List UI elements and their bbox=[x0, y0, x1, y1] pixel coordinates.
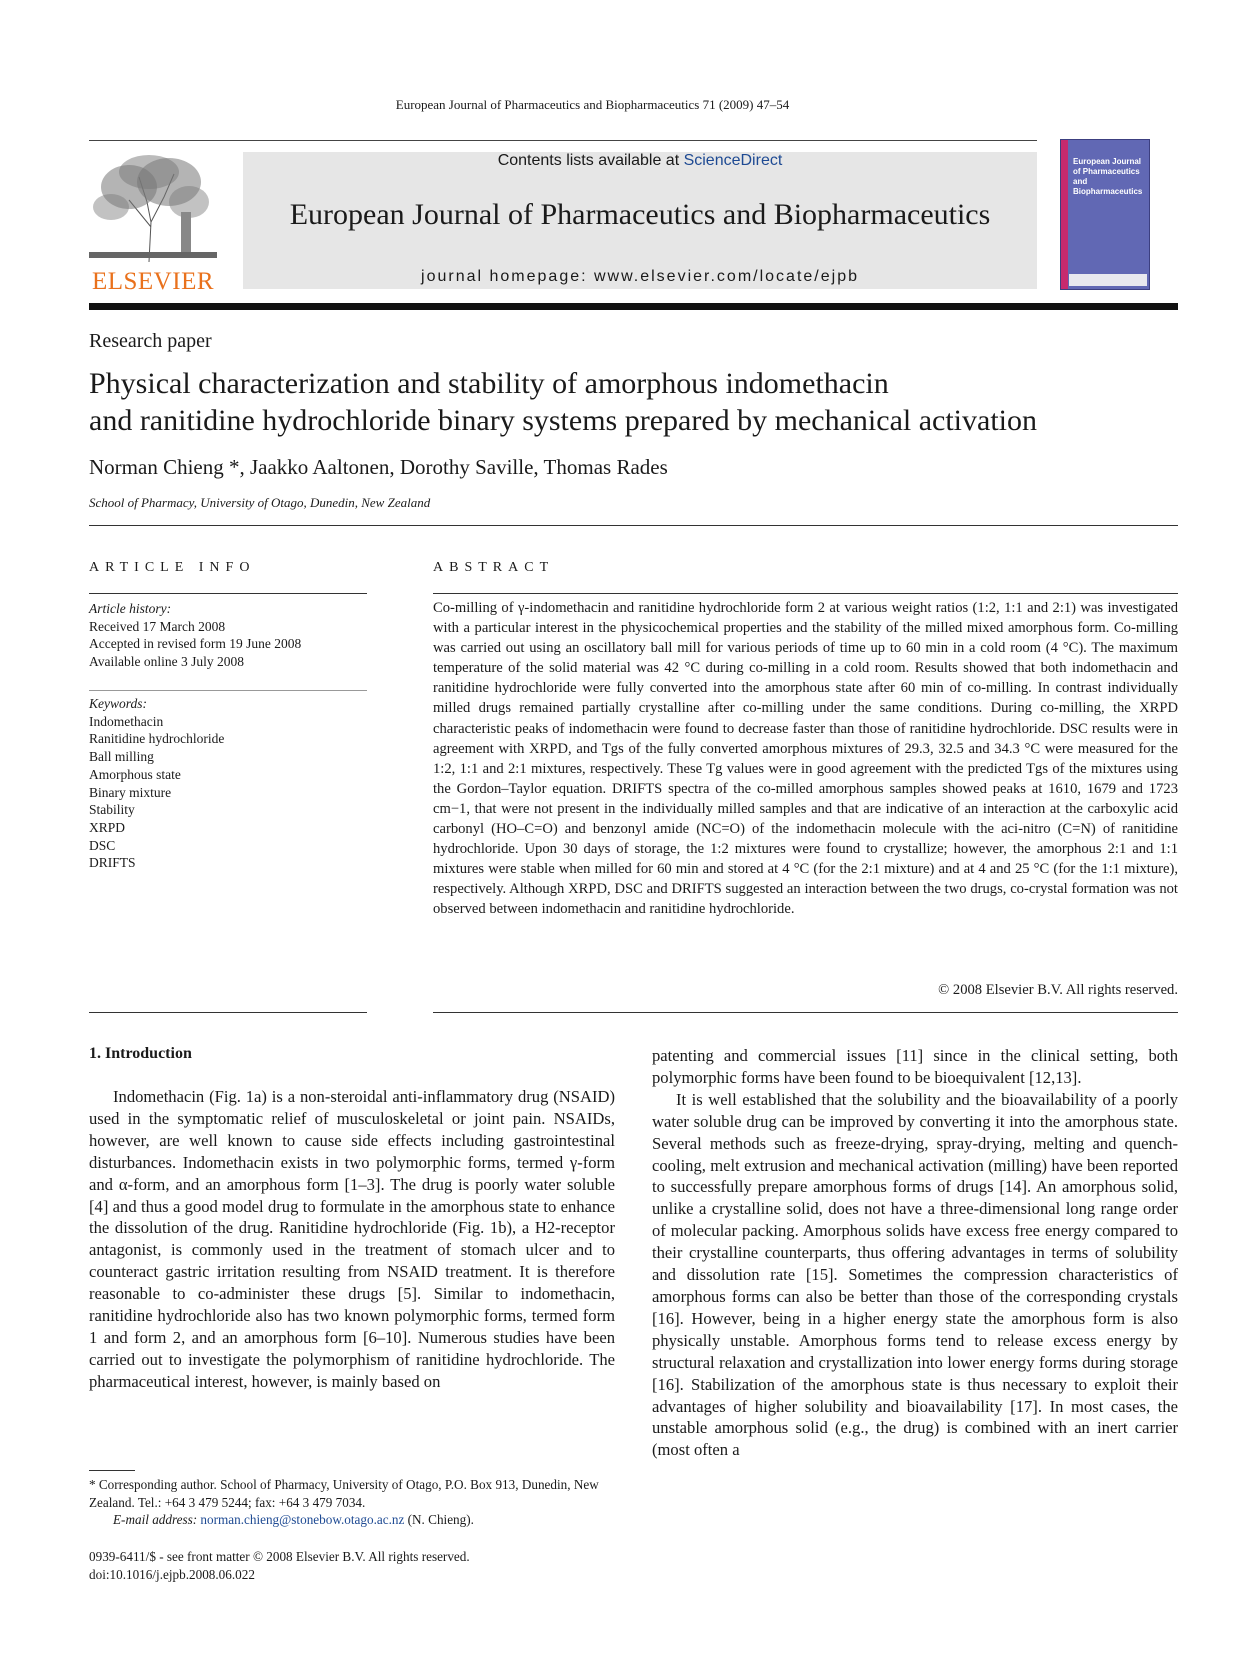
copyright: © 2008 Elsevier B.V. All rights reserved. bbox=[938, 982, 1178, 998]
sciencedirect-link[interactable]: ScienceDirect bbox=[683, 152, 783, 169]
cover-spine bbox=[1061, 140, 1068, 289]
section-heading: 1. Introduction bbox=[89, 1045, 192, 1062]
body-column-right bbox=[652, 1045, 1178, 1461]
divider bbox=[89, 525, 1178, 526]
keyword: Ball milling bbox=[89, 749, 154, 765]
paragraph: patenting and commercial issues [11] since in the clinical setting, both polymorphic forms have been found to be bioequivalent [12,13]. bbox=[652, 1046, 1178, 1087]
journal-title: European Journal of Pharmaceutics and Biopharmaceutics bbox=[289, 198, 991, 231]
paper-type: Research paper bbox=[89, 330, 212, 352]
header-rule bbox=[89, 140, 1037, 141]
article-title bbox=[89, 365, 1189, 439]
body-column-left bbox=[89, 1086, 615, 1393]
divider bbox=[433, 593, 1178, 594]
contents-line bbox=[243, 152, 1037, 170]
title-line-1: Physical characterization and stability of amorphous indomethacin bbox=[89, 367, 889, 400]
keyword: Stability bbox=[89, 802, 135, 818]
keyword: Binary mixture bbox=[89, 784, 172, 800]
affiliation: School of Pharmacy, University of Otago, Dunedin, New Zealand bbox=[89, 495, 431, 510]
email-link[interactable]: norman.chieng@stonebow.otago.ac.nz bbox=[200, 1512, 405, 1527]
footnote-rule bbox=[89, 1470, 135, 1471]
cover-footer bbox=[1069, 274, 1147, 286]
divider bbox=[89, 593, 367, 594]
divider bbox=[433, 1012, 1178, 1013]
history-online: Available online 3 July 2008 bbox=[89, 654, 244, 670]
divider bbox=[89, 690, 367, 691]
keyword: Amorphous state bbox=[89, 766, 181, 782]
contents-prefix: Contents lists available at bbox=[497, 152, 684, 169]
abstract-heading: ABSTRACT bbox=[433, 560, 555, 575]
journal-cover-thumbnail bbox=[1060, 139, 1150, 290]
keyword: Indomethacin bbox=[89, 713, 164, 729]
email-label: E-mail address: bbox=[113, 1512, 201, 1527]
history-received: Received 17 March 2008 bbox=[89, 618, 226, 634]
email-line bbox=[89, 1511, 615, 1529]
doi[interactable]: doi:10.1016/j.ejpb.2008.06.022 bbox=[89, 1566, 255, 1582]
paragraph: Indomethacin (Fig. 1a) is a non-steroidal anti-inflammatory drug (NSAID) used in the symptomatic relief of musculoskeletal or joint pain. NSAIDs, however, are well known to cause side effects including gastrointestinal disturbances. Indomethacin exists in two polymorphic forms, termed γ-form and α-form, and an amorphous form [1–3]. The drug is poorly water soluble [4] and thus a good model drug to formulate in the amorphous state to enhance the dissolution of the drug. Ranitidine hydrochloride (Fig. 1b), a H2-receptor antagonist, is commonly used in the treatment of stomach ulcer and to counteract gastric irritation resulting from NSAID treatment. It is therefore reasonable to co-administer these drugs [5]. Similar to indomethacin, ranitidine hydrochloride also has two known polymorphic forms, termed form 1 and form 2, and an amorphous form [6–10]. Numerous studies have been carried out to investigate the polymorphism of ranitidine hydrochloride. The pharmaceutical interest, however, is mainly based on bbox=[89, 1087, 615, 1391]
front-matter bbox=[89, 1548, 649, 1583]
running-head: European Journal of Pharmaceutics and Biopharmaceutics 71 (2009) 47–54 bbox=[395, 97, 790, 112]
keyword: XRPD bbox=[89, 819, 126, 835]
corresponding-author-note: * Corresponding author. School of Pharmacy, University of Otago, P.O. Box 913, Dunedin, New Zealand. Tel.: +64 3 479 5244; fax: +64 3 479 7034. bbox=[89, 1477, 599, 1510]
abstract-text: Co-milling of γ-indomethacin and ranitidine hydrochloride form 2 at various weight ratios (1:2, 1:1 and 2:1) was investigated with a particular interest in the physicochemical properties and the stability of the milled mixed amorphous form. Co-milling was carried out using an oscillatory ball mill for various periods of time up to 60 min in a cold room (4 °C). The maximum temperature of the solid material was 42 °C during co-milling in a cold room. Results showed that both indomethacin and ranitidine hydrochloride were fully converted into the amorphous state after 60 min of co-milling. In contrast individually milled drugs remained partially crystalline after co-milling under the same conditions. During co-milling, the XRPD characteristic peaks of indomethacin were found to decrease faster than those of ranitidine hydrochloride. DSC results were in agreement with XRPD, and Tgs of the fully converted amorphous mixtures of 29.3, 32.5 and 34.3 °C were measured for the 1:2, 1:1 and 2:1 mixtures, respectively. These Tg values were in good agreement with the predicted Tgs of the mixtures using the Gordon–Taylor equation. DRIFTS spectra of the co-milled amorphous samples showed peaks at 1610, 1679 and 1723 cm−1, that were not present in the individually milled samples and that are indicative of an interaction at the carboxylic acid carbonyl (HO–C=O) and benzonyl amide (NC=O) of the indomethacin molecule with the aci-nitro (C=N) of ranitidine hydrochloride. Upon 30 days of storage, the 1:2 mixtures were found to crystallize; however, the amorphous 2:1 and 1:1 mixtures were stable when milled for 60 min and stored at 4 °C (for the 2:1 mixture) and at 4 and 25 °C (for the 1:1 mixture), respectively. Although XRPD, DSC and DRIFTS suggested an interaction between the two drugs, co-crystal formation was not observed between indomethacin and ranitidine hydrochloride. bbox=[433, 600, 1178, 918]
title-line-2: and ranitidine hydrochloride binary systems prepared by mechanical activation bbox=[89, 404, 1038, 437]
journal-homepage[interactable]: journal homepage: www.elsevier.com/locate/ejpb bbox=[421, 268, 859, 285]
cover-title: European Journal of Pharmaceutics and Biopharmaceutics bbox=[1073, 157, 1143, 196]
keywords bbox=[89, 695, 367, 872]
article-history bbox=[89, 600, 367, 671]
tree-icon bbox=[89, 152, 217, 264]
keyword: DRIFTS bbox=[89, 855, 136, 871]
footnote bbox=[89, 1476, 615, 1529]
history-label: Article history: bbox=[89, 601, 172, 616]
issn-line: 0939-6411/$ - see front matter © 2008 Elsevier B.V. All rights reserved. bbox=[89, 1549, 470, 1564]
keywords-label: Keywords: bbox=[89, 696, 147, 711]
publisher-name: ELSEVIER bbox=[91, 268, 215, 295]
divider bbox=[89, 1012, 367, 1013]
article-info-heading: ARTICLE INFO bbox=[89, 560, 256, 575]
email-suffix: (N. Chieng). bbox=[404, 1512, 474, 1527]
authors: Norman Chieng *, Jaakko Aaltonen, Dorothy Saville, Thomas Rades bbox=[89, 455, 668, 479]
keyword: Ranitidine hydrochloride bbox=[89, 731, 225, 747]
history-revised: Accepted in revised form 19 June 2008 bbox=[89, 636, 302, 652]
keyword: DSC bbox=[89, 837, 116, 853]
paragraph: It is well established that the solubility and the bioavailability of a poorly water soluble drug can be improved by converting it into the amorphous state. Several methods such as freeze-drying, spray-drying, melting and quench-cooling, melt extrusion and mechanical activation (milling) have been reported to successfully prepare amorphous forms of drugs [14]. An amorphous solid, unlike a crystalline solid, does not have a three-dimensional long range order of molecular packing. Amorphous solids have excess free energy compared to their crystalline counterparts, thus offering advantages in terms of solubility and dissolution rate [15]. Sometimes the compression characteristics of amorphous forms can also be better than those of the corresponding crystals [16]. However, being in a higher energy state the amorphous form is also physically unstable. Amorphous forms tend to release excess energy by structural relaxation and crystallization into lower energy forms during storage [16]. Stabilization of the amorphous state is thus necessary to exploit their advantages of higher solubility and bioavailability [17]. In most cases, the unstable amorphous solid (e.g., the drug) is combined with an inert carrier (most often a bbox=[652, 1089, 1178, 1460]
header-thick-rule bbox=[89, 303, 1178, 310]
